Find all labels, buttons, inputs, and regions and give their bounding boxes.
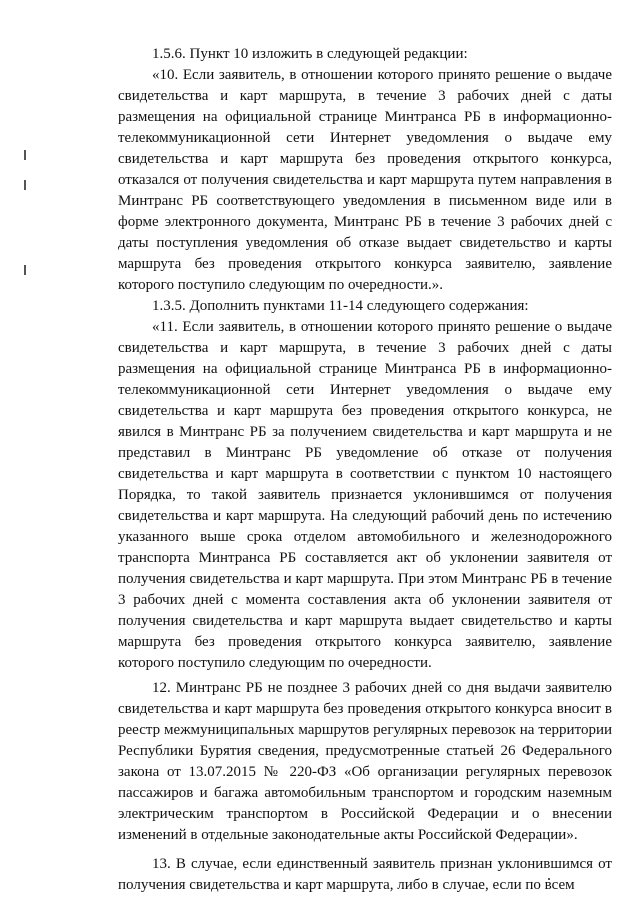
paragraph-item-10: «10. Если заявитель, в отношении которого принято решение о выдаче свидетельства и карт маршрута, в течение 3 рабочих дней с даты размещения на официальной странице Минтранса РБ в информационно-телекоммуникационной сети Интернет уведомления о выдаче ему свидетельства и карт маршрута без проведения открытого конкурса, отказался от получения свидетельства и карт маршрута путем направления в Минтранс РБ соответствующего уведомления в письменном виде или в форме электронного документа, Минтранс РБ в течение 3 рабочих дней с даты поступления уведомления об отказе выдает свидетельство и карты маршрута без проведения открытого конкурса заявителю, заявление которого поступило следующим по очередности.». bbox=[118, 67, 612, 293]
margin-mark bbox=[24, 180, 26, 190]
margin-mark bbox=[24, 265, 26, 275]
paragraph-1-3-5: 1.3.5. Дополнить пунктами 11-14 следующего содержания: bbox=[152, 298, 529, 314]
margin-mark bbox=[24, 150, 26, 160]
paragraph-item-11: «11. Если заявитель, в отношении которого принято решение о выдаче свидетельства и карт маршрута, в течение 3 рабочих дней с даты размещения на официальной странице Минтранса РБ в информационно-телекоммуникационной сети Интернет уведомления о выдаче ему свидетельства и карт маршрута без проведения открытого конкурса, не явился в Минтранс РБ за получением свидетельства и карт маршрута и не представил в Минтранс РБ уведомление об отказе от получения свидетельства и карт маршрута в соответствии с пунктом 10 настоящего Порядка, то такой заявитель признается уклонившимся от получения свидетельства и карт маршрута. На следующий рабочий день по истечению указанного выше срока отделом автомобильного и железнодорожного транспорта Минтранса РБ составляется акт об уклонении заявителя от получения свидетельства и карт маршрута. При этом Минтранс РБ в течение 3 рабочих дней с момента составления акта об уклонении заявителя от получения свидетельства и карт маршрута выдает свидетельство и карты маршрута без проведения открытого конкурса заявителю, заявление которого поступило следующим по очередности. bbox=[118, 319, 612, 671]
paragraph-item-12: 12. Минтранс РБ не позднее 3 рабочих дней со дня выдачи заявителю свидетельства и карт маршрута без проведения открытого конкурса вносит в реестр межмуниципальных маршрутов регулярных перевозок на территории Республики Бурятия сведения, предусмотренные статьей 26 Федерального закона от 13.07.2015 № 220-ФЗ «Об организации регулярных перевозок пассажиров и багажа автомобильным транспортом и городским наземным электрическим транспортом в Российской Федерации и о внесении изменений в отдельные законодательные акты Российской Федерации». bbox=[118, 680, 612, 843]
document-body bbox=[118, 44, 612, 896]
paragraph-1-5-6: 1.5.6. Пункт 10 изложить в следующей редакции: bbox=[152, 46, 468, 62]
paragraph-item-13: 13. В случае, если единственный заявитель признан уклонившимся от получения свидетельства и карт маршрута, либо в случае, если по всем bbox=[118, 856, 612, 893]
